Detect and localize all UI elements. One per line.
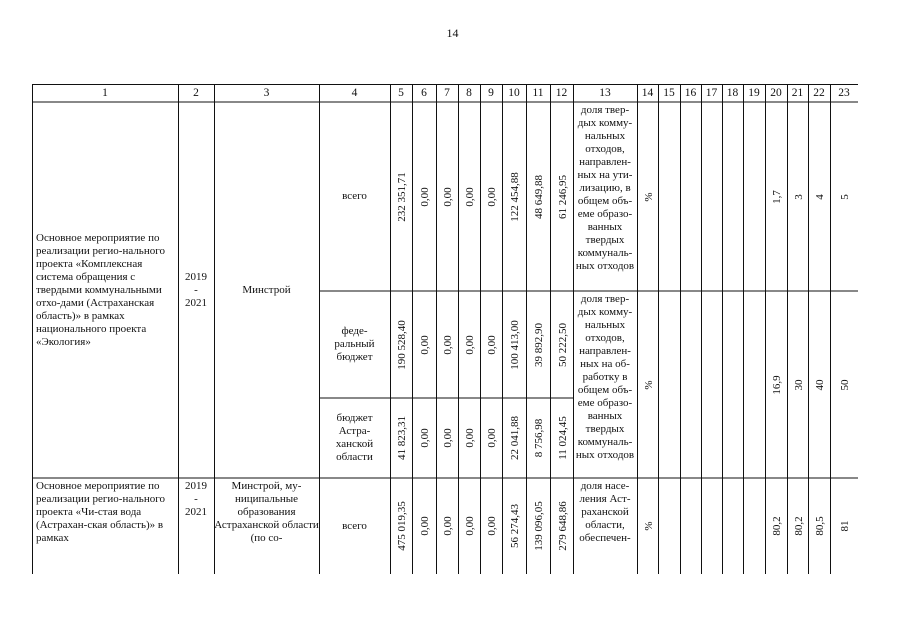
header-cell-19-text: 19 <box>748 86 760 99</box>
row1-indicator2-c22-text: 40 <box>814 379 826 390</box>
header-cell-3-text: 3 <box>263 86 270 99</box>
header-cell-7-text: 7 <box>444 86 450 99</box>
row1-sub1-c5-text: 232 351,71 <box>396 171 408 222</box>
row1-indicator1-name <box>573 102 637 291</box>
header-cell-17 <box>701 84 722 102</box>
row1-sub1-c6-text: 0,00 <box>419 186 431 207</box>
row1-description <box>32 102 178 478</box>
header-cell-20 <box>765 84 787 102</box>
row1-sub2-source-text: феде- ральный бюджет <box>334 325 375 363</box>
row1-indicator2-name <box>573 291 637 478</box>
row1-sub3-c7-text: 0,00 <box>442 428 454 448</box>
row1-sub1-source-text: всего <box>342 190 367 202</box>
row1-sub1-c12-text: 61 246,95 <box>556 174 569 219</box>
header-cell-1 <box>32 84 178 102</box>
row2-c22-text: 80,5 <box>814 516 826 536</box>
row1-indicator1-c23-text: 5 <box>839 193 851 200</box>
header-cell-15-text: 15 <box>663 86 675 99</box>
row1-sub3-c9-text: 0,00 <box>486 428 498 448</box>
row1-sub2-c10-text: 100 413,00 <box>509 319 521 370</box>
page-number: 14 <box>446 26 459 40</box>
row2-c6-text: 0,00 <box>419 516 431 536</box>
row2-c7-text: 0,00 <box>442 516 454 536</box>
header-cell-16 <box>680 84 701 102</box>
row1-sub3-c11-text: 8 756,98 <box>533 418 545 458</box>
header-cell-17-text: 17 <box>705 86 718 99</box>
row1-sub1-c9-text: 0,00 <box>486 186 498 207</box>
row1-executor <box>214 102 319 478</box>
row1-indicator1-c21-text: 3 <box>792 193 805 200</box>
header-cell-16-text: 16 <box>684 86 697 99</box>
row2-c21-text: 80,2 <box>792 516 805 536</box>
header-cell-20-text: 20 <box>770 86 782 99</box>
row1-sub2-c7-text: 0,00 <box>442 334 454 355</box>
header-cell-21 <box>787 84 808 102</box>
row1-sub1-c10-text: 122 454,88 <box>509 171 521 222</box>
header-cell-18-text: 18 <box>726 86 739 99</box>
row1-sub2-c11-text: 39 892,90 <box>533 322 545 367</box>
header-cell-14 <box>637 84 658 102</box>
row2-c5-text: 475 019,35 <box>396 501 408 551</box>
header-cell-5-text: 5 <box>398 86 404 99</box>
row2-c12-text: 279 648,86 <box>556 501 569 551</box>
data-table <box>32 84 858 574</box>
row2-indicator-name-text: доля насе- ления Аст- раханской области, обеспечен- <box>579 480 631 544</box>
row1-sub3-c5-text: 41 823,31 <box>396 416 408 460</box>
row2-c8-text: 0,00 <box>464 516 476 536</box>
row1-indicator2-c21-text: 30 <box>792 379 805 390</box>
row1-indicator1-name-text: доля твер- дых комму- нальных отходов, направлен- ных на ути- лизацию, в общем объ- еме образо- ванных твердых коммуналь- ных отходов <box>575 104 635 272</box>
header-cell-2-text: 2 <box>193 86 199 99</box>
header-cell-9-text: 9 <box>488 86 494 99</box>
header-cell-15 <box>658 84 680 102</box>
row1-sub1-c7-text: 0,00 <box>442 186 454 207</box>
header-cell-23 <box>830 84 858 102</box>
row1-executor-text: Минстрой <box>242 283 291 296</box>
row2-executor-text: Минстрой, му-ниципальные образования Астраханской области (по со- <box>214 480 319 544</box>
row2-description-text: Основное мероприятие по реализации регио-нального проекта «Чи-стая вода (Астрахан-ская область)» в рамках <box>36 480 165 544</box>
row2-c9-text: 0,00 <box>486 516 498 536</box>
row2-c20-text: 80,2 <box>771 516 783 536</box>
header-cell-18 <box>722 84 743 102</box>
header-cell-22-text: 22 <box>813 86 825 99</box>
header-cell-12-text: 12 <box>555 86 568 99</box>
row2-unit-text: % <box>642 521 655 531</box>
row1-period <box>178 102 214 478</box>
row1-indicator1-c22-text: 4 <box>814 193 826 200</box>
row2-c10-text: 56 274,43 <box>509 504 521 548</box>
header-cell-21-text: 21 <box>791 86 804 99</box>
row1-sub2-c12-text: 50 222,50 <box>556 322 569 367</box>
header-cell-4-text: 4 <box>351 86 358 99</box>
row1-sub1-source <box>319 102 390 291</box>
row1-indicator2-unit-text: % <box>642 379 655 390</box>
row1-indicator2-c23-text: 50 <box>839 379 851 390</box>
header-cell-7 <box>436 84 458 102</box>
header-cell-4 <box>319 84 390 102</box>
row1-indicator1-unit-text: % <box>642 191 655 202</box>
row1-sub3-source-text: бюджет Астра- ханской области <box>335 412 374 463</box>
header-cell-2 <box>178 84 214 102</box>
row1-sub3-c6-text: 0,00 <box>419 428 431 448</box>
row1-sub3-c8-text: 0,00 <box>464 428 476 448</box>
header-cell-11-text: 11 <box>532 86 544 99</box>
header-cell-6 <box>412 84 436 102</box>
header-cell-9 <box>480 84 502 102</box>
row1-sub3-c10-text: 22 041,88 <box>509 416 521 460</box>
header-cell-14-text: 14 <box>641 86 654 99</box>
row1-sub2-c5-text: 190 528,40 <box>396 319 408 370</box>
header-cell-1-text: 1 <box>102 86 108 99</box>
header-cell-5 <box>390 84 412 102</box>
row2-indicator-name <box>573 478 637 574</box>
row2-c23-text: 81 <box>839 520 851 532</box>
row1-sub2-c8-text: 0,00 <box>464 334 476 355</box>
row2-executor <box>214 478 319 574</box>
header-cell-23-text: 23 <box>838 86 850 99</box>
row1-sub2-c9-text: 0,00 <box>486 334 498 355</box>
row1-sub3-c12-text: 11 024,45 <box>556 416 569 460</box>
row2-source <box>319 478 390 574</box>
header-cell-11 <box>526 84 550 102</box>
row1-period-text: 2019 - 2021 <box>185 270 207 309</box>
row2-c11-text: 139 096,05 <box>533 501 545 551</box>
row2-period-text: 2019 - 2021 <box>185 480 207 518</box>
header-cell-22 <box>808 84 830 102</box>
row1-sub3-source <box>319 398 390 478</box>
row1-sub2-c6-text: 0,00 <box>419 334 431 355</box>
header-cell-10 <box>502 84 526 102</box>
row1-sub1-c8-text: 0,00 <box>464 186 476 207</box>
header-cell-13-text: 13 <box>599 86 611 99</box>
header-cell-8 <box>458 84 480 102</box>
row1-sub2-source <box>319 291 390 398</box>
row1-description-text: Основное мероприятие по реализации регио-нального проекта «Комплексная система обращения с твердыми коммунальными отхо-дами (Астраханская область)» в рамках национального проекта «Экология» <box>36 231 165 348</box>
row1-indicator2-name-text: доля твер- дых комму- нальных отходов, направлен- ных на об- работку в общем объ- еме образо- ванных твердых коммуналь- ных отходов <box>575 293 635 461</box>
header-cell-12 <box>550 84 573 102</box>
row1-indicator1-c20-text: 1,7 <box>771 189 783 204</box>
row1-indicator2-c20-text: 16,9 <box>771 374 783 395</box>
header-cell-10-text: 10 <box>508 86 520 99</box>
row1-sub1-c11-text: 48 649,88 <box>533 174 545 219</box>
row2-period <box>178 478 214 574</box>
row2-description <box>32 478 178 574</box>
row2-source-text: всего <box>342 519 367 532</box>
header-cell-6-text: 6 <box>421 86 427 99</box>
header-cell-8-text: 8 <box>466 86 472 99</box>
header-cell-19 <box>743 84 765 102</box>
header-cell-13 <box>573 84 637 102</box>
header-cell-3 <box>214 84 319 102</box>
